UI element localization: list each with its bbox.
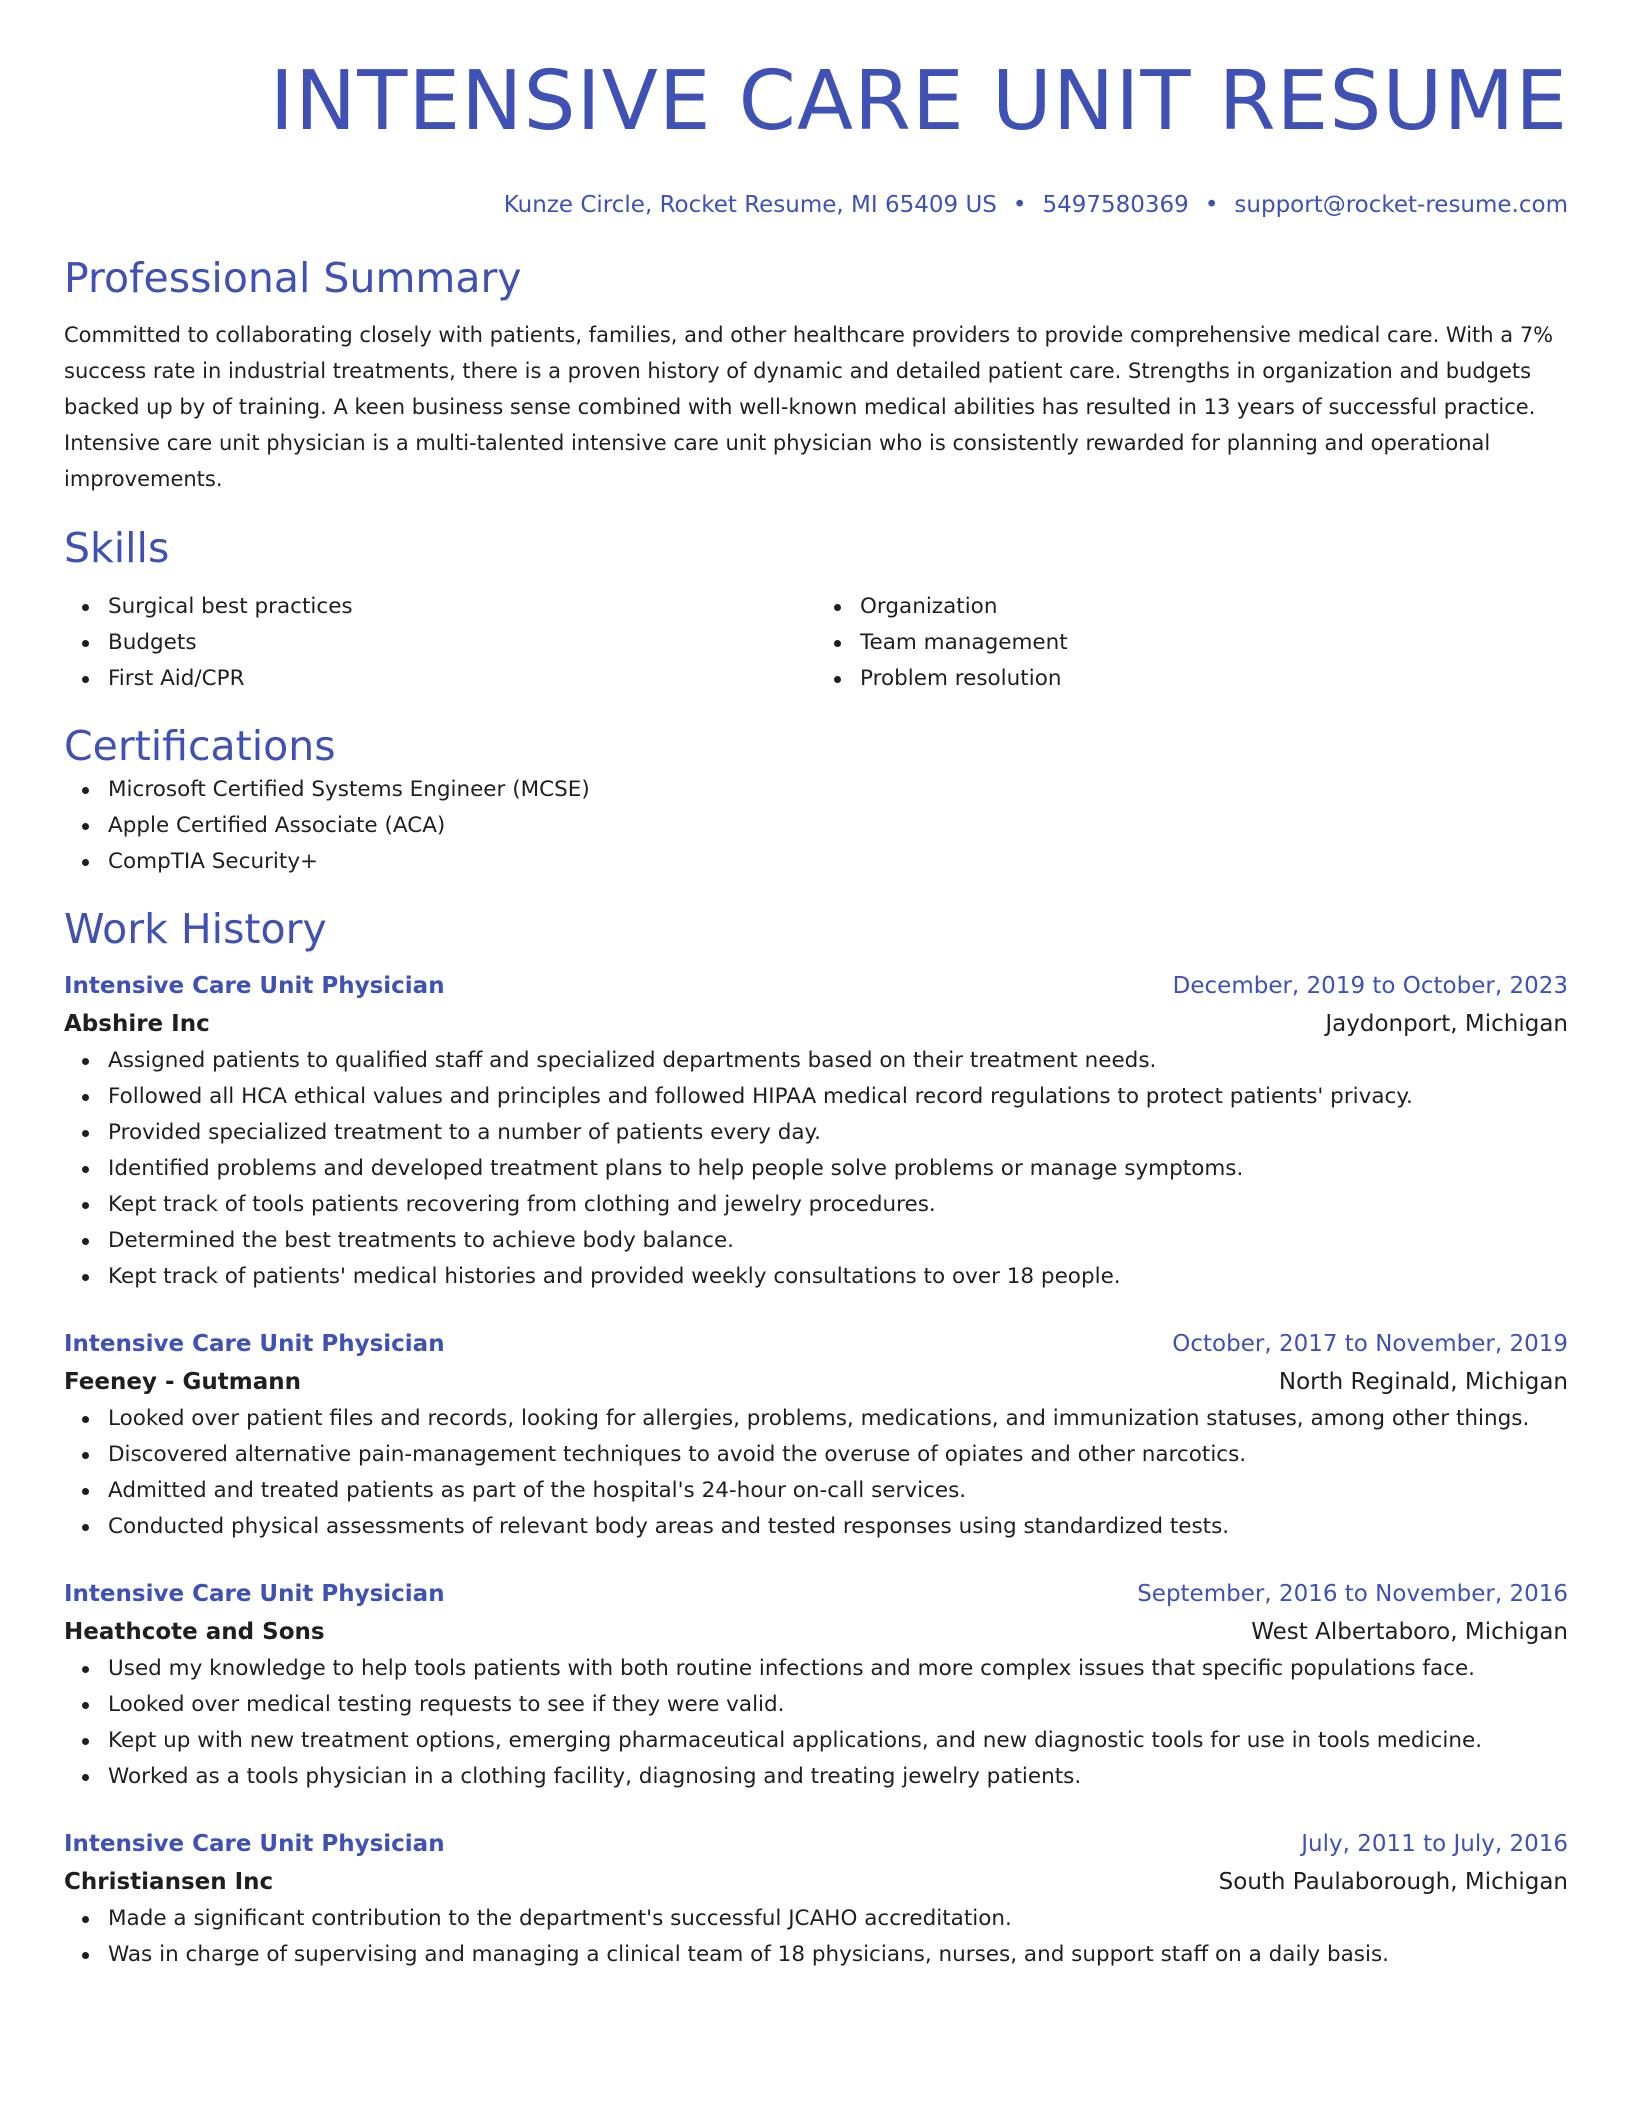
skills-list-left — [64, 589, 816, 697]
job-duty-item: Provided specialized treatment to a number of patients every day. — [108, 1115, 1568, 1151]
job-duty-item: Worked as a tools physician in a clothing facility, diagnosing and treating jewelry patients. — [108, 1759, 1568, 1795]
job-company: Heathcote and Sons — [64, 1619, 325, 1645]
skill-item: Surgical best practices — [108, 589, 816, 625]
job-duty-item: Looked over medical testing requests to see if they were valid. — [108, 1687, 1568, 1723]
job-dates: July, 2011 to July, 2016 — [1301, 1831, 1568, 1857]
job-duty-item: Admitted and treated patients as part of the hospital's 24-hour on-call services. — [108, 1473, 1568, 1509]
skill-item: Problem resolution — [860, 661, 1568, 697]
resume-header — [64, 0, 1568, 220]
job-company-row — [64, 1863, 1568, 1901]
resume-title: INTENSIVE CARE UNIT RESUME — [269, 54, 1568, 149]
contact-address: Kunze Circle, Rocket Resume, MI 65409 US — [503, 192, 997, 218]
job-duty-item: Assigned patients to qualified staff and specialized departments based on their treatment needs. — [108, 1043, 1568, 1079]
contact-separator: • — [1012, 192, 1027, 218]
job-header-row — [64, 1825, 1568, 1863]
contact-line — [64, 190, 1568, 220]
job-duty-item: Was in charge of supervising and managing a clinical team of 18 physicians, nurses, and support staff on a daily basis. — [108, 1937, 1568, 1973]
job-title: Intensive Care Unit Physician — [64, 1831, 445, 1857]
summary-heading: Professional Summary — [64, 254, 522, 302]
job-entry — [64, 1325, 1568, 1545]
job-header-row — [64, 967, 1568, 1005]
job-duty-item: Followed all HCA ethical values and principles and followed HIPAA medical record regulations to protect patients' privacy. — [108, 1079, 1568, 1115]
skills-grid — [64, 589, 1568, 697]
certifications-heading: Certifications — [64, 722, 336, 770]
job-entry — [64, 1825, 1568, 1973]
job-location: West Albertaboro, Michigan — [1251, 1619, 1568, 1645]
job-company: Christiansen Inc — [64, 1869, 274, 1895]
job-company-row — [64, 1363, 1568, 1401]
contact-phone: 5497580369 — [1042, 192, 1189, 218]
job-header-row — [64, 1575, 1568, 1613]
job-dates: September, 2016 to November, 2016 — [1137, 1581, 1568, 1607]
job-duty-item: Discovered alternative pain-management techniques to avoid the overuse of opiates and other narcotics. — [108, 1437, 1568, 1473]
job-company-row — [64, 1613, 1568, 1651]
job-title: Intensive Care Unit Physician — [64, 973, 445, 999]
job-duties-list — [64, 1401, 1568, 1545]
job-entry — [64, 1575, 1568, 1795]
job-duty-item: Looked over patient files and records, looking for allergies, problems, medications, and immunization statuses, among other things. — [108, 1401, 1568, 1437]
job-duty-item: Conducted physical assessments of relevant body areas and tested responses using standardized tests. — [108, 1509, 1568, 1545]
contact-separator: • — [1204, 192, 1219, 218]
job-header-row — [64, 1325, 1568, 1363]
certification-item: Apple Certified Associate (ACA) — [108, 808, 1568, 844]
summary-text: Committed to collaborating closely with patients, families, and other healthcare providers to provide comprehensive medical care. With a 7% success rate in industrial treatments, there is a proven history of dynamic and detailed patient care. Strengths in organization and budgets backed up by of training. A keen business sense combined with well-known medical abilities has resulted in 13 years of successful practice. Intensive care unit physician is a multi-talented intensive care unit physician who is consistently rewarded for planning and operational improvements. — [64, 323, 1554, 491]
certifications-list — [64, 772, 1568, 880]
job-title: Intensive Care Unit Physician — [64, 1581, 445, 1607]
job-duty-item: Used my knowledge to help tools patients with both routine infections and more complex issues that specific populations face. — [108, 1651, 1568, 1687]
job-location: North Reginald, Michigan — [1278, 1369, 1568, 1395]
job-duty-item: Kept track of patients' medical histories and provided weekly consultations to over 18 people. — [108, 1259, 1568, 1295]
job-duty-item: Identified problems and developed treatment plans to help people solve problems or manage symptoms. — [108, 1151, 1568, 1187]
job-duty-item: Kept track of tools patients recovering from clothing and jewelry procedures. — [108, 1187, 1568, 1223]
job-company: Abshire Inc — [64, 1011, 210, 1037]
job-duty-item: Determined the best treatments to achieve body balance. — [108, 1223, 1568, 1259]
job-duty-item: Kept up with new treatment options, emerging pharmaceutical applications, and new diagnostic tools for use in tools medicine. — [108, 1723, 1568, 1759]
job-title: Intensive Care Unit Physician — [64, 1331, 445, 1357]
skills-heading: Skills — [64, 524, 170, 572]
job-duties-list — [64, 1043, 1568, 1295]
skill-item: Team management — [860, 625, 1568, 661]
work-history-heading: Work History — [64, 905, 327, 953]
job-duties-list — [64, 1901, 1568, 1973]
certification-item: Microsoft Certified Systems Engineer (MCSE) — [108, 772, 1568, 808]
job-dates: December, 2019 to October, 2023 — [1172, 973, 1568, 999]
job-dates: October, 2017 to November, 2019 — [1172, 1331, 1568, 1357]
skill-item: Budgets — [108, 625, 816, 661]
contact-email[interactable]: support@rocket-resume.com — [1234, 192, 1568, 218]
job-company-row — [64, 1005, 1568, 1043]
job-duties-list — [64, 1651, 1568, 1795]
work-history-list — [64, 967, 1568, 1973]
skill-item: First Aid/CPR — [108, 661, 816, 697]
skill-item: Organization — [860, 589, 1568, 625]
job-location: South Paulaborough, Michigan — [1218, 1869, 1568, 1895]
certification-item: CompTIA Security+ — [108, 844, 1568, 880]
job-duty-item: Made a significant contribution to the department's successful JCAHO accreditation. — [108, 1901, 1568, 1937]
job-company: Feeney - Gutmann — [64, 1369, 301, 1395]
job-entry — [64, 967, 1568, 1295]
job-location: Jaydonport, Michigan — [1325, 1011, 1568, 1037]
skills-list-right — [816, 589, 1568, 697]
